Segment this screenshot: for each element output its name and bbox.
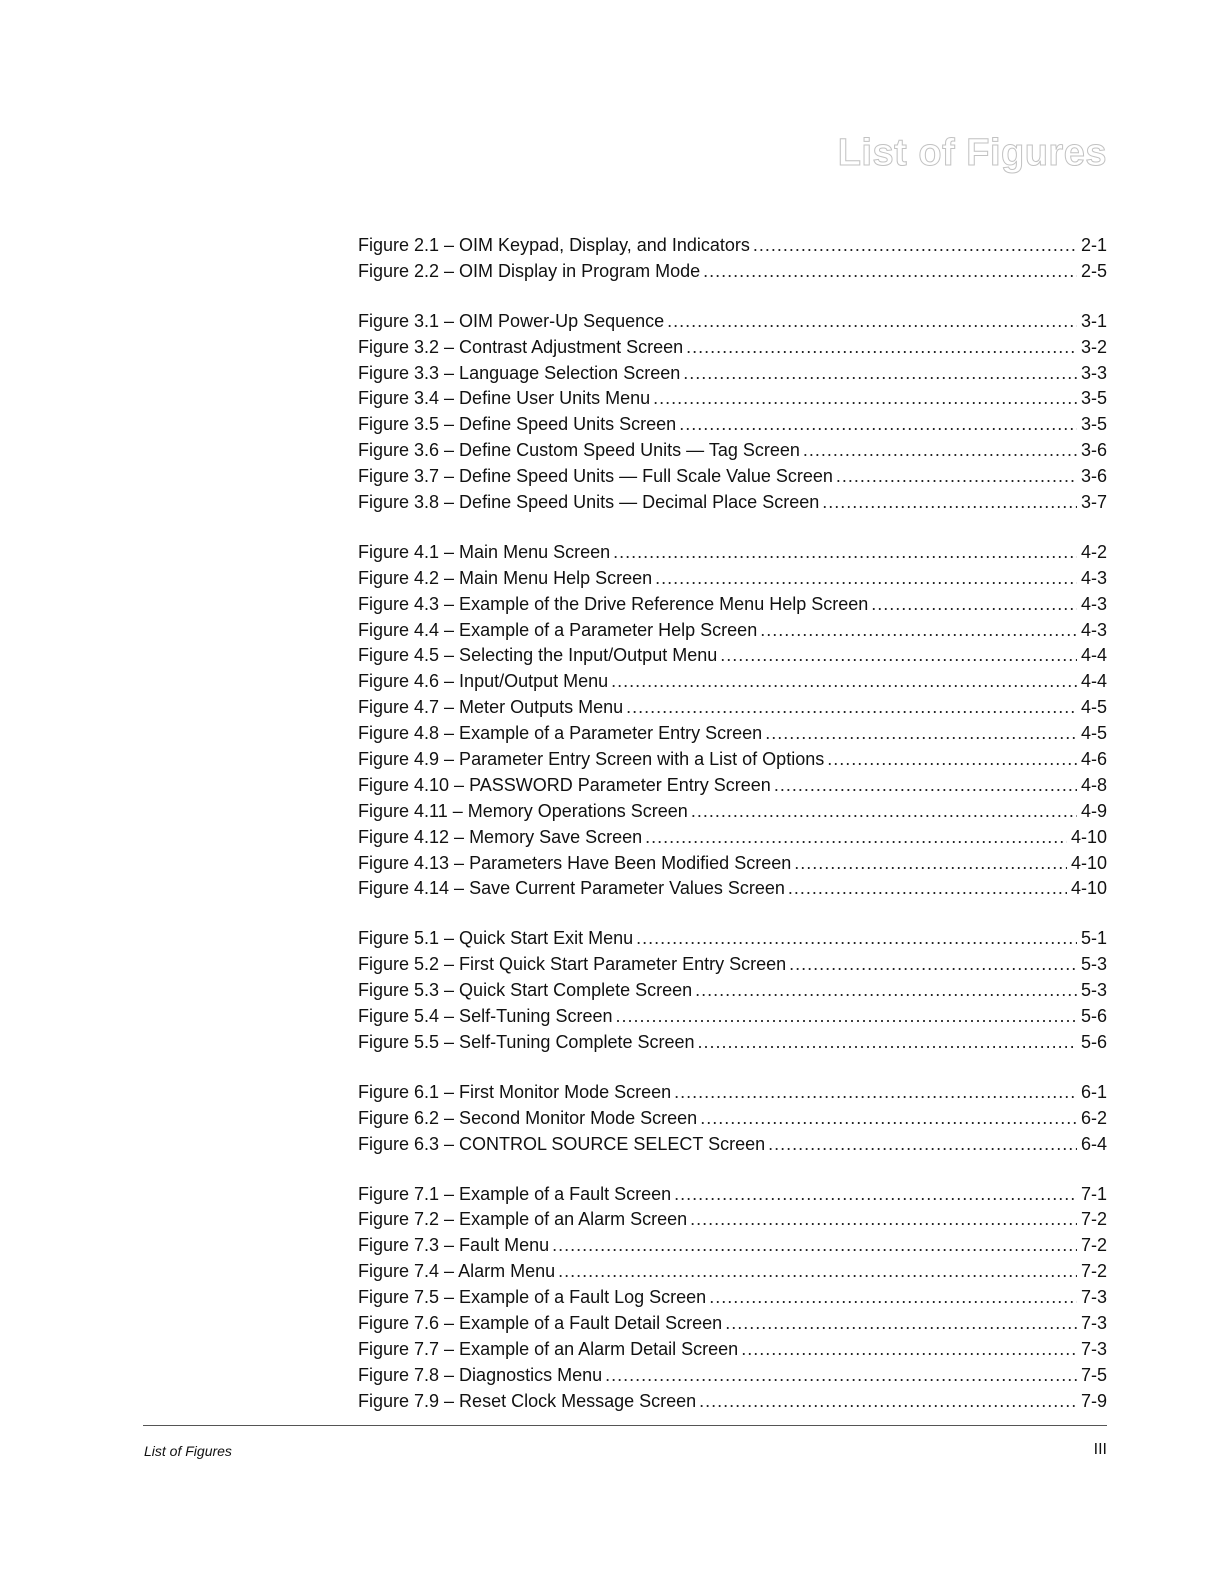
figure-page-number: 4-2	[1080, 541, 1107, 562]
figure-entry[interactable]	[358, 566, 1107, 592]
figure-label: Figure 4.11 – Memory Operations Screen	[358, 800, 688, 821]
footer-rule	[143, 1425, 1107, 1426]
figure-entry[interactable]	[358, 1132, 1107, 1158]
figure-page-number: 6-4	[1080, 1133, 1107, 1154]
figure-label: Figure 3.2 – Contrast Adjustment Screen	[358, 336, 684, 357]
figures-list	[358, 233, 1107, 1439]
figure-entry[interactable]	[358, 1182, 1107, 1208]
dot-leader	[695, 978, 1077, 1004]
figure-label: Figure 4.5 – Selecting the Input/Output Menu	[358, 645, 718, 666]
figure-entry[interactable]	[358, 1106, 1107, 1132]
dot-leader	[686, 335, 1077, 361]
figure-page-number: 3-6	[1080, 466, 1107, 487]
footer-page-number: III	[1093, 1441, 1107, 1458]
figure-page-number: 7-1	[1080, 1183, 1107, 1204]
figure-label: Figure 7.6 – Example of a Fault Detail Screen	[358, 1312, 723, 1333]
figure-page-number: 4-10	[1070, 852, 1107, 873]
figure-label: Figure 4.6 – Input/Output Menu	[358, 671, 609, 692]
dot-leader	[822, 490, 1077, 516]
figure-group	[358, 540, 1107, 902]
figure-label: Figure 3.6 – Define Custom Speed Units — Tag Screen	[358, 440, 800, 461]
figure-entry[interactable]	[358, 1004, 1107, 1030]
figure-entry[interactable]	[358, 438, 1107, 464]
figure-label: Figure 4.8 – Example of a Parameter Entry Screen	[358, 723, 763, 744]
figure-page-number: 3-3	[1080, 362, 1107, 383]
figure-label: Figure 3.8 – Define Speed Units — Decimal Place Screen	[358, 492, 820, 513]
figure-entry[interactable]	[358, 1259, 1107, 1285]
figure-entry[interactable]	[358, 1233, 1107, 1259]
figure-label: Figure 5.5 – Self-Tuning Complete Screen	[358, 1031, 695, 1052]
figure-entry[interactable]	[358, 1363, 1107, 1389]
dot-leader	[615, 1004, 1077, 1030]
figure-page-number: 7-2	[1080, 1261, 1107, 1282]
figure-label: Figure 5.3 – Quick Start Complete Screen	[358, 980, 693, 1001]
figure-entry[interactable]	[358, 464, 1107, 490]
figure-label: Figure 6.3 – CONTROL SOURCE SELECT Screen	[358, 1133, 766, 1154]
figure-group	[358, 309, 1107, 516]
figure-page-number: 4-5	[1080, 697, 1107, 718]
dot-leader	[760, 618, 1077, 644]
figure-label: Figure 7.8 – Diagnostics Menu	[358, 1364, 603, 1385]
figure-page-number: 5-3	[1080, 954, 1107, 975]
figure-label: Figure 4.13 – Parameters Have Been Modified Screen	[358, 852, 792, 873]
dot-leader	[667, 309, 1077, 335]
figure-group	[358, 233, 1107, 285]
figure-label: Figure 4.14 – Save Current Parameter Values Screen	[358, 878, 785, 899]
figure-entry[interactable]	[358, 259, 1107, 285]
figure-entry[interactable]	[358, 618, 1107, 644]
figure-page-number: 5-1	[1080, 928, 1107, 949]
figure-label: Figure 3.5 – Define Speed Units Screen	[358, 414, 677, 435]
dot-leader	[552, 1233, 1077, 1259]
figure-page-number: 4-5	[1080, 723, 1107, 744]
dot-leader	[827, 747, 1077, 773]
figure-page-number: 7-3	[1080, 1287, 1107, 1308]
figure-label: Figure 7.5 – Example of a Fault Log Screen	[358, 1287, 707, 1308]
figure-page-number: 2-1	[1080, 235, 1107, 255]
figure-page-number: 4-10	[1070, 878, 1107, 899]
figure-entry[interactable]	[358, 1030, 1107, 1056]
figure-entry[interactable]	[358, 978, 1107, 1004]
figure-label: Figure 7.3 – Fault Menu	[358, 1235, 550, 1256]
figure-page-number: 6-1	[1080, 1081, 1107, 1102]
dot-leader	[636, 926, 1077, 952]
figure-page-number: 3-2	[1080, 336, 1107, 357]
dot-leader	[613, 540, 1077, 566]
figure-entry[interactable]	[358, 876, 1107, 902]
dot-leader	[720, 643, 1077, 669]
figure-page-number: 5-3	[1080, 980, 1107, 1001]
figure-group	[358, 926, 1107, 1055]
figure-entry[interactable]	[358, 1207, 1107, 1233]
figure-page-number: 7-9	[1080, 1390, 1107, 1411]
figure-entry[interactable]	[358, 669, 1107, 695]
dot-leader	[741, 1337, 1077, 1363]
figure-label: Figure 7.9 – Reset Clock Message Screen	[358, 1390, 697, 1411]
figure-page-number: 3-7	[1080, 492, 1107, 513]
figure-entry[interactable]	[358, 1311, 1107, 1337]
figure-page-number: 7-2	[1080, 1235, 1107, 1256]
figure-label: Figure 6.2 – Second Monitor Mode Screen	[358, 1107, 698, 1128]
figure-entry[interactable]	[358, 825, 1107, 851]
figure-label: Figure 4.10 – PASSWORD Parameter Entry Screen	[358, 774, 771, 795]
figure-entry[interactable]	[358, 309, 1107, 335]
figure-label: Figure 4.3 – Example of the Drive Reference Menu Help Screen	[358, 593, 869, 614]
dot-leader	[605, 1363, 1077, 1389]
figure-label: Figure 7.1 – Example of a Fault Screen	[358, 1183, 672, 1204]
figure-label: Figure 4.12 – Memory Save Screen	[358, 826, 643, 847]
figure-label: Figure 3.7 – Define Speed Units — Full Scale Value Screen	[358, 466, 833, 487]
figure-entry[interactable]	[358, 233, 1107, 259]
figure-group	[358, 1182, 1107, 1415]
figure-label: Figure 4.1 – Main Menu Screen	[358, 541, 611, 562]
figure-group	[358, 1080, 1107, 1158]
dot-leader	[611, 669, 1077, 695]
figure-page-number: 7-5	[1080, 1364, 1107, 1385]
figure-entry[interactable]	[358, 952, 1107, 978]
figure-label: Figure 5.1 – Quick Start Exit Menu	[358, 928, 634, 949]
figure-page-number: 5-6	[1080, 1031, 1107, 1052]
dot-leader	[558, 1259, 1077, 1285]
figure-label: Figure 6.1 – First Monitor Mode Screen	[358, 1081, 672, 1102]
figure-entry[interactable]	[358, 540, 1107, 566]
figure-entry[interactable]	[358, 643, 1107, 669]
figure-page-number: 7-3	[1080, 1312, 1107, 1333]
figure-page-number: 4-3	[1080, 593, 1107, 614]
dot-leader	[626, 695, 1077, 721]
figure-entry[interactable]	[358, 773, 1107, 799]
dot-leader	[674, 1182, 1077, 1208]
dot-leader	[765, 721, 1077, 747]
figure-entry[interactable]	[358, 747, 1107, 773]
dot-leader	[691, 799, 1077, 825]
dot-leader	[836, 464, 1077, 490]
dot-leader	[655, 566, 1077, 592]
dot-leader	[653, 386, 1077, 412]
dot-leader	[679, 412, 1077, 438]
figure-entry[interactable]	[358, 1080, 1107, 1106]
figure-entry[interactable]	[358, 386, 1107, 412]
figure-page-number: 2-5	[1080, 260, 1107, 281]
figure-page-number: 4-6	[1080, 749, 1107, 770]
figure-label: Figure 3.3 – Language Selection Screen	[358, 362, 681, 383]
dot-leader	[803, 438, 1077, 464]
figure-label: Figure 7.4 – Alarm Menu	[358, 1261, 556, 1282]
figure-page-number: 7-2	[1080, 1209, 1107, 1230]
page-title: List of Figures	[837, 132, 1107, 174]
footer-section-title: List of Figures	[144, 1443, 232, 1459]
figure-label: Figure 7.7 – Example of an Alarm Detail Screen	[358, 1338, 739, 1359]
dot-leader	[753, 233, 1077, 259]
figure-entry[interactable]	[358, 1389, 1107, 1415]
dot-leader	[674, 1080, 1077, 1106]
figure-label: Figure 4.4 – Example of a Parameter Help Screen	[358, 619, 758, 640]
figure-entry[interactable]	[358, 361, 1107, 387]
figure-label: Figure 5.4 – Self-Tuning Screen	[358, 1006, 613, 1027]
dot-leader	[768, 1132, 1077, 1158]
dot-leader	[703, 259, 1077, 285]
dot-leader	[699, 1389, 1077, 1415]
figure-label: Figure 4.7 – Meter Outputs Menu	[358, 697, 624, 718]
figure-label: Figure 3.4 – Define User Units Menu	[358, 388, 651, 409]
figure-label: Figure 3.1 – OIM Power-Up Sequence	[358, 310, 665, 331]
figure-page-number: 4-4	[1080, 645, 1107, 666]
figure-entry[interactable]	[358, 926, 1107, 952]
dot-leader	[871, 592, 1077, 618]
figure-page-number: 3-6	[1080, 440, 1107, 461]
dot-leader	[725, 1311, 1077, 1337]
figure-page-number: 4-8	[1080, 774, 1107, 795]
dot-leader	[788, 876, 1067, 902]
dot-leader	[774, 773, 1077, 799]
figure-label: Figure 4.2 – Main Menu Help Screen	[358, 567, 653, 588]
figure-page-number: 4-9	[1080, 800, 1107, 821]
figure-page-number: 3-5	[1080, 388, 1107, 409]
figure-page-number: 4-4	[1080, 671, 1107, 692]
figure-page-number: 7-3	[1080, 1338, 1107, 1359]
figure-entry[interactable]	[358, 1337, 1107, 1363]
figure-label: Figure 5.2 – First Quick Start Parameter Entry Screen	[358, 954, 787, 975]
figure-page-number: 6-2	[1080, 1107, 1107, 1128]
figure-entry[interactable]	[358, 1285, 1107, 1311]
figure-page-number: 4-3	[1080, 567, 1107, 588]
figure-entry[interactable]	[358, 592, 1107, 618]
figure-label: Figure 2.2 – OIM Display in Program Mode	[358, 260, 701, 281]
dot-leader	[700, 1106, 1077, 1132]
figure-entry[interactable]	[358, 490, 1107, 516]
figure-entry[interactable]	[358, 695, 1107, 721]
dot-leader	[709, 1285, 1077, 1311]
figure-label: Figure 7.2 – Example of an Alarm Screen	[358, 1209, 688, 1230]
figure-entry[interactable]	[358, 851, 1107, 877]
dot-leader	[789, 952, 1077, 978]
dot-leader	[794, 851, 1067, 877]
figure-entry[interactable]	[358, 412, 1107, 438]
figure-page-number: 4-3	[1080, 619, 1107, 640]
dot-leader	[690, 1207, 1077, 1233]
dot-leader	[683, 361, 1077, 387]
figure-page-number: 3-5	[1080, 414, 1107, 435]
figure-entry[interactable]	[358, 799, 1107, 825]
dot-leader	[645, 825, 1067, 851]
dot-leader	[698, 1030, 1077, 1056]
figure-entry[interactable]	[358, 335, 1107, 361]
figure-label: Figure 2.1 – OIM Keypad, Display, and Indicators	[358, 235, 750, 255]
figure-page-number: 3-1	[1080, 310, 1107, 331]
figure-page-number: 5-6	[1080, 1006, 1107, 1027]
figure-label: Figure 4.9 – Parameter Entry Screen with a List of Options	[358, 749, 825, 770]
figure-page-number: 4-10	[1070, 826, 1107, 847]
figure-entry[interactable]	[358, 721, 1107, 747]
